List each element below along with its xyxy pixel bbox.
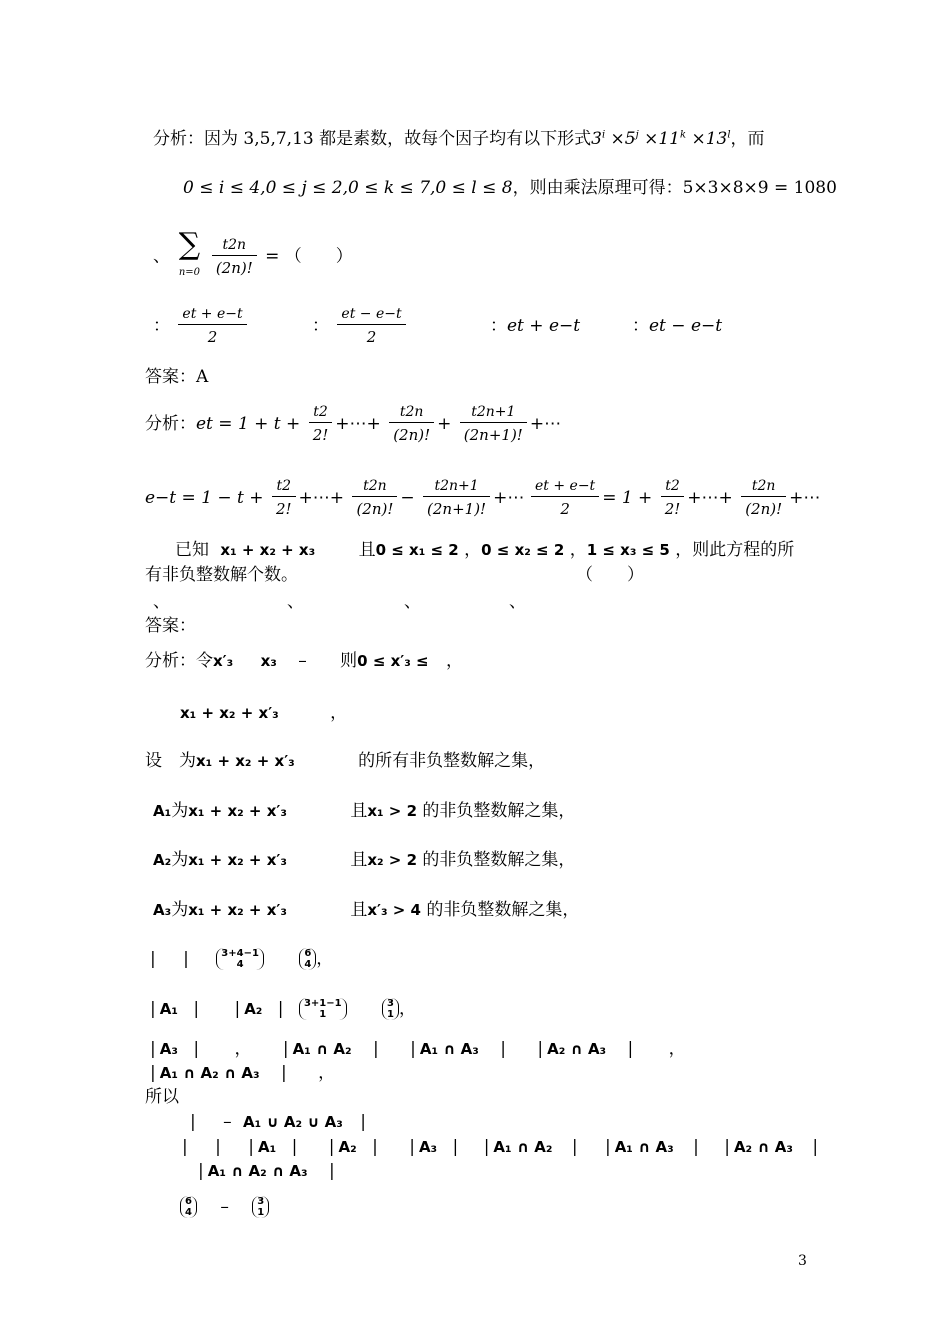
analysis-series-1: 分析：et = 1 + t + $\frac{t2}{2!}$ +⋯+ $\frac{t2n}{(2n)!}$ + $\frac{t2n+1}{(2n+1)!}$ +⋯ [145,404,562,444]
question-3-paren: （ ） [576,565,644,585]
question-3-line-2: 有非负整数解个数。 [145,565,298,585]
set-s-definition: 设 为x₁ + x₂ + x′₃ 的所有非负整数解之集， [145,751,546,771]
count-intersections: | A₃ | ， | A₁ ∩ A₂ | | A₁ ∩ A₃ | | A₂ ∩ A₃ | ， [150,1039,686,1059]
factor-form: $3^i \times 5^j \times 11^k \times 13^l$ [591,129,731,149]
page-number: 3 [798,1253,807,1269]
therefore-label: 所以 [145,1087,179,1107]
count-s: | | 3+4−1 4 6 4 ， [150,948,334,970]
set-a2-definition: A₂为x₁ + x₂ + x′₃ 且x₂ > 2 的非负整数解之集， [153,850,576,870]
answer-q3: 答案： [145,616,196,636]
question-3-line-1: 已知 x₁ + x₂ + x₃ 且0 ≤ x₁ ≤ 2 ，0 ≤ x₂ ≤ 2 ，1 ≤ x₃ ≤ 5 ，则此方程的所 [175,540,795,560]
analysis-series-3: $\frac{et + e-t}{2}$ = 1 + $\frac{t2}{2!}$ +⋯+ $\frac{t2n}{(2n)!}$ +⋯ [528,478,820,518]
union-line: | – A₁ ∪ A₂ ∪ A₃ | [190,1112,366,1132]
question-2-stem: 、 ∑ n=0 $\frac{t2n}{(2n)!}$ = （ ） [153,230,353,284]
option-d: ：et − e−t [632,316,723,336]
count-a1-a2: | A₁ | | A₂ | 3+1−1 1 3 1 ， [150,998,416,1020]
analysis-line-1: 分析：因为 3,5,7,13 都是素数，故每个因子均有以下形式$3^i \times 5^j \times 11^k \times 13^l$，而 [153,129,765,149]
option-mark-b: 、 [287,592,304,612]
q3-analysis-line-1: 分析：令x′₃ x₃ – 则0 ≤ x′₃ ≤ ， [145,651,464,671]
set-a3-definition: A₃为x₁ + x₂ + x′₃ 且x′₃ > 4 的非负整数解之集， [153,900,580,920]
option-a: ： $\frac{et + e-t}{2}$ [153,306,250,346]
analysis-series-2: e−t = 1 − t + $\frac{t2}{2!}$ +⋯+ $\frac{t2n}{(2n)!}$ − $\frac{t2n+1}{(2n+1)!}$ +⋯ [145,478,525,518]
inclusion-exclusion-line: | | | A₁ | | A₂ | | A₃ | | A₁ ∩ A₂ | | A₁ ∩ A₃ | | A₂ ∩ A₃ | [182,1137,819,1157]
final-expression: 6 4 – 3 1 [180,1196,269,1218]
q3-equation: x₁ + x₂ + x′₃ ， [180,703,348,723]
option-mark-c: 、 [404,592,421,612]
option-c: ：et + e−t [490,316,581,336]
set-a1-definition: A₁为x₁ + x₂ + x′₃ 且x₁ > 2 的非负整数解之集， [153,801,576,821]
option-mark-d: 、 [509,592,526,612]
analysis-line-2: 0 ≤ i ≤ 4,0 ≤ j ≤ 2,0 ≤ k ≤ 7,0 ≤ l ≤ 8，则由乘法原理可得：5×3×8×9 = 1080 [183,178,837,198]
inclusion-exclusion-triple: | A₁ ∩ A₂ ∩ A₃ | [198,1161,335,1181]
answer-q2: 答案：A [145,367,209,387]
count-triple: | A₁ ∩ A₂ ∩ A₃ | ， [150,1063,336,1083]
option-b: ： $\frac{et - e-t}{2}$ [312,306,409,346]
option-mark-a: 、 [153,592,170,612]
sum-symbol: ∑ n=0 [178,227,201,278]
